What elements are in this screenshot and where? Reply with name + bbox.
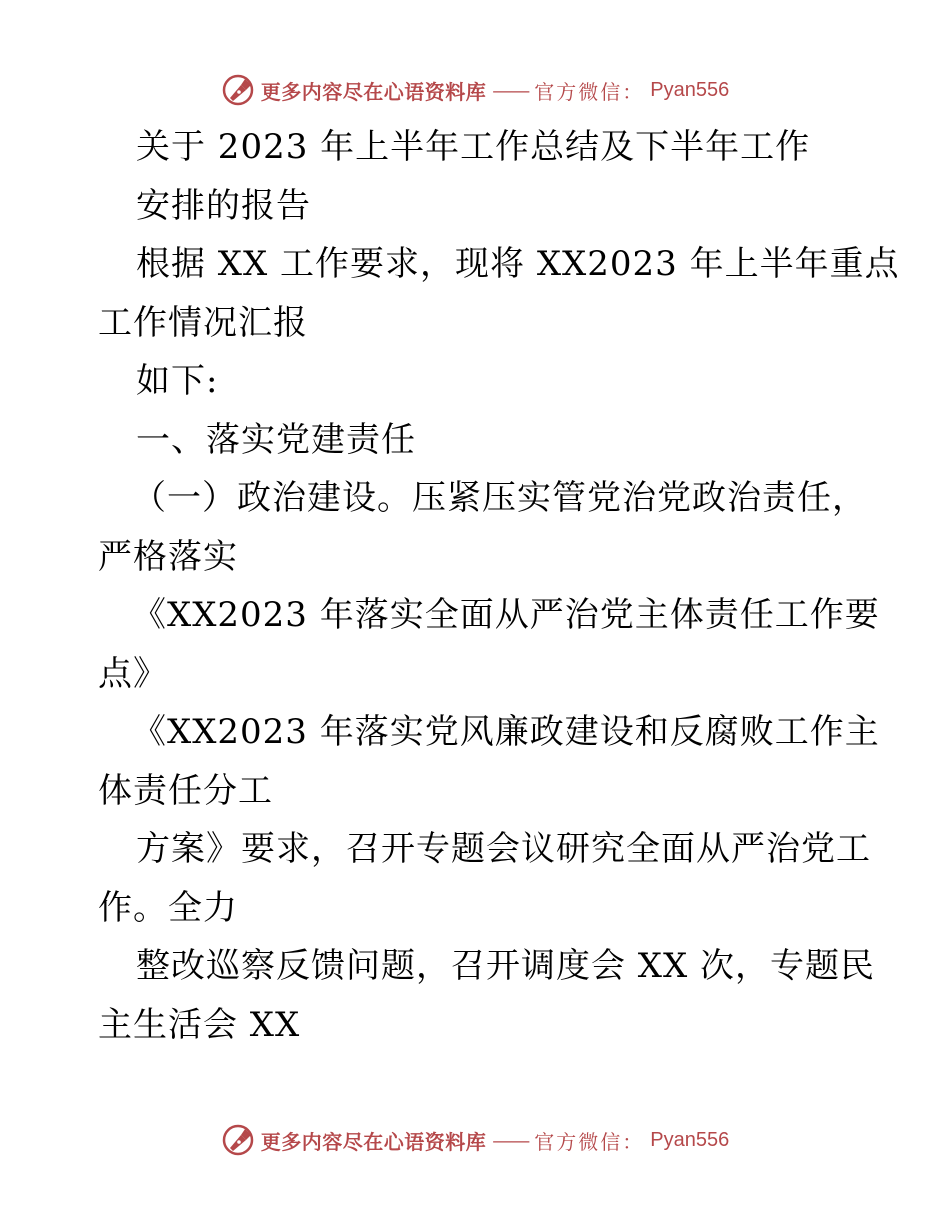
title-line-2: 安排的报告 [136, 185, 311, 226]
paragraph-line: 主生活会 XX [98, 1004, 301, 1045]
paragraph-line: 根据 XX 工作要求，现将 XX2023 年上半年重点 [136, 244, 900, 284]
paragraph-line: 如下: [136, 361, 219, 401]
paragraph-line: 体责任分工 [98, 770, 273, 811]
document-body [0, 118, 950, 1054]
watermark-wechat-label: 官方微信： [534, 79, 645, 104]
title-line-1: 关于 2023 年上半年工作总结及下半年工作 [136, 127, 811, 167]
paragraph-line: 工作情况汇报 [98, 302, 308, 343]
paragraph-line: 整改巡察反馈问题，召开调度会 XX 次，专题民 [136, 946, 876, 986]
watermark-account: Pyan556 [650, 1128, 730, 1151]
section-heading: 一、落实党建责任 [136, 419, 416, 460]
paragraph-line: 严格落实 [98, 536, 238, 577]
paragraph-line: 《XX2023 年落实党风廉政建设和反腐败工作主 [132, 712, 880, 752]
paragraph-line: 点》 [98, 653, 168, 694]
watermark-site-text: 更多内容尽在心语资料库 [260, 79, 487, 104]
subsection-line: （一）政治建设。压紧压实管党治党政治责任， [132, 478, 867, 518]
watermark-site-text: 更多内容尽在心语资料库 [260, 1129, 487, 1154]
bottom-watermark-banner [0, 1120, 950, 1160]
pen-nib-logo-icon [221, 73, 255, 107]
paragraph-line: 作。全力 [98, 887, 238, 928]
watermark-dash: —— [492, 1128, 529, 1152]
pen-nib-logo-icon [221, 1123, 255, 1157]
watermark-wechat-label: 官方微信： [534, 1129, 645, 1154]
paragraph-line: 《XX2023 年落实全面从严治党主体责任工作要 [132, 595, 880, 635]
paragraph-line: 方案》要求，召开专题会议研究全面从严治党工 [136, 829, 871, 869]
top-watermark-banner [0, 70, 950, 110]
watermark-dash: —— [492, 78, 529, 102]
watermark-account: Pyan556 [650, 78, 730, 101]
